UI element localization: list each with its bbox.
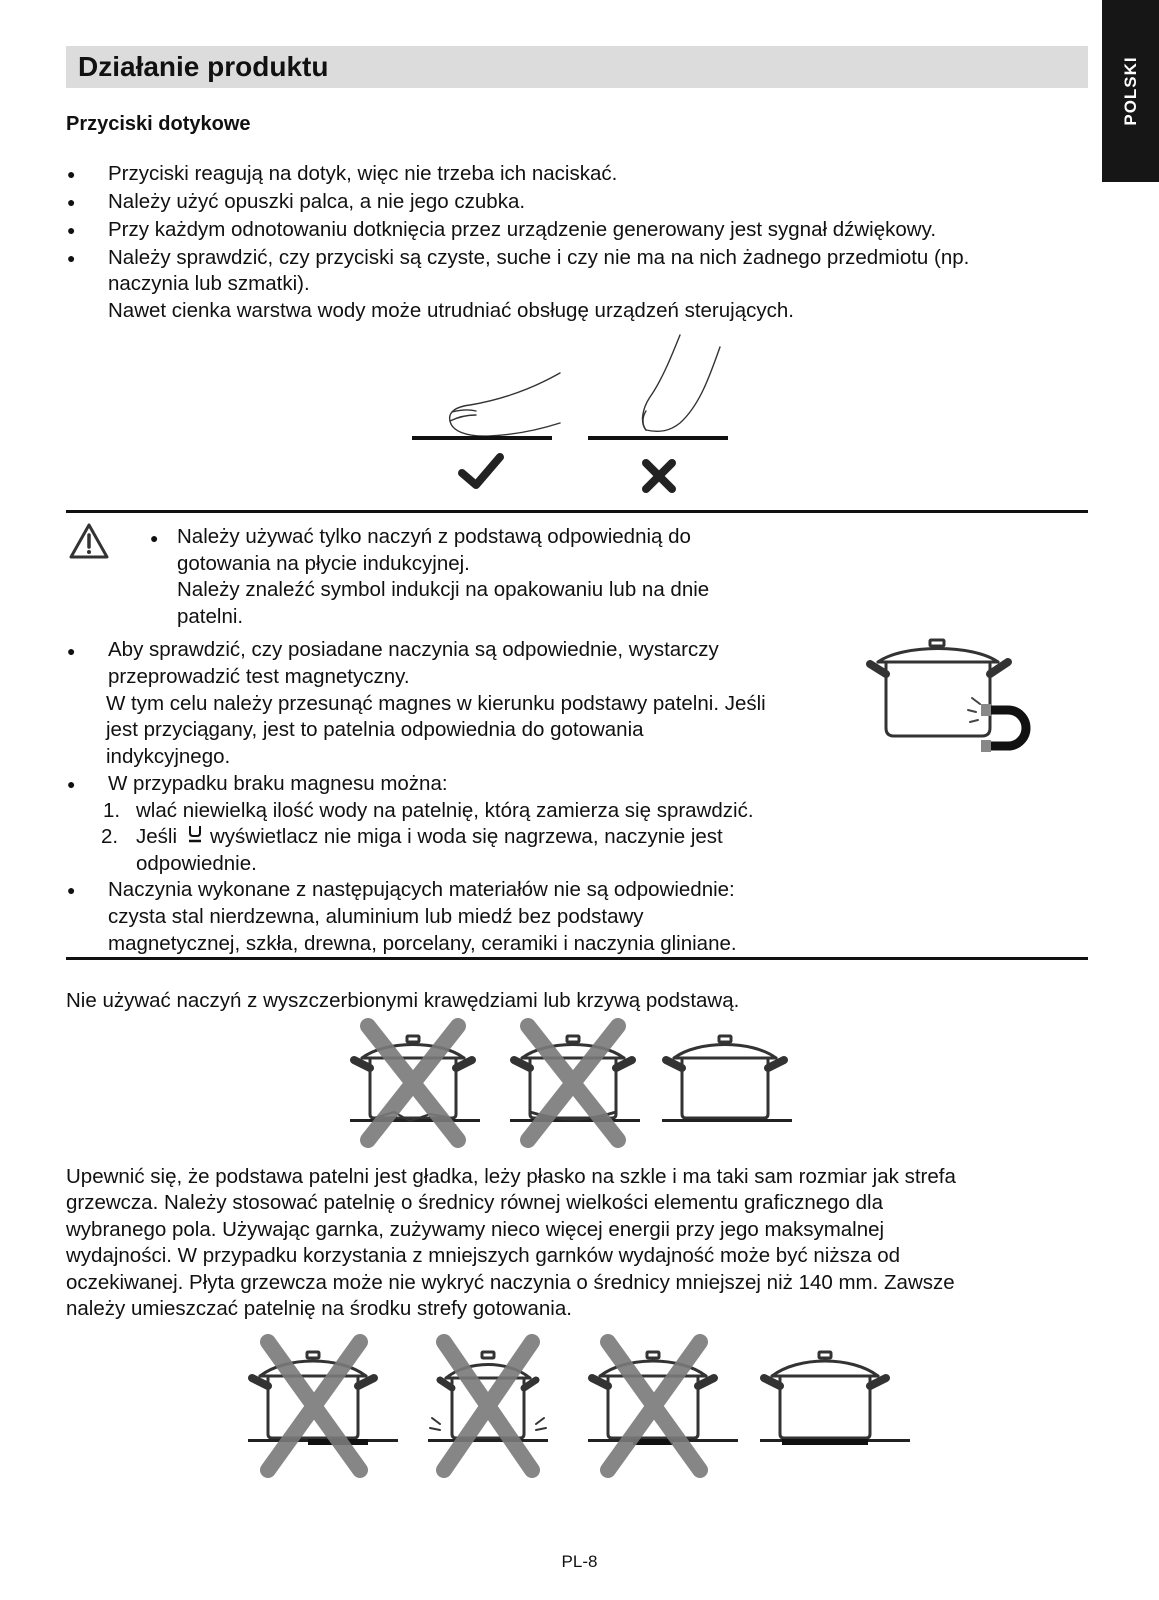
list-item-continuation: Nawet cienka warstwa wody może utrudniać obsługę urządzeń sterujących. bbox=[108, 299, 794, 322]
warning-line: gotowania na płycie indukcyjnej. bbox=[177, 552, 470, 575]
paragraph-line: Upewnić się, że podstawa patelni jest gładka, leży płasko na szkle i ma taki sam rozmiar jak strefa bbox=[66, 1165, 956, 1188]
paragraph-line: wydajności. W przypadku korzystania z mniejszych garnków wydajność może być niższa od bbox=[66, 1244, 901, 1267]
bullet-dot: ● bbox=[67, 882, 76, 898]
language-tab bbox=[1102, 0, 1159, 182]
list-item-continuation: magnetycznej, szkła, drewna, porcelany, ceramiki i naczynia gliniane. bbox=[108, 932, 737, 955]
magnet-icon bbox=[981, 704, 1026, 752]
step-number: 2. bbox=[101, 825, 119, 848]
list-item-continuation: jest przyciągany, jest to patelnia odpowiednia do gotowania bbox=[106, 718, 644, 741]
warning-line: Należy używać tylko naczyń z podstawą odpowiednią do bbox=[177, 525, 691, 548]
list-item: W przypadku braku magnesu można: bbox=[108, 772, 448, 795]
pot-curved-base bbox=[510, 1026, 640, 1140]
section-title: Działanie produktu bbox=[78, 51, 329, 82]
pot-too-small bbox=[428, 1342, 548, 1470]
chipped-pan-note: Nie używać naczyń z wyszczerbionymi krawędziami lub krzywą podstawą. bbox=[66, 989, 740, 1012]
pan-size-illustration bbox=[248, 1338, 928, 1478]
paragraph-line: oczekiwanej. Płyta grzewcza może nie wykryć naczynia o średnicy mniejszej niż 140 mm. Zawsze bbox=[66, 1271, 955, 1294]
bullet-dot: ● bbox=[67, 250, 76, 266]
list-item-continuation: W tym celu należy przesunąć magnes w kierunku podstawy patelni. Jeśli bbox=[106, 692, 766, 715]
section-title-bar bbox=[66, 46, 1088, 88]
warning-line: patelni. bbox=[177, 605, 244, 628]
pot-flat-base bbox=[662, 1036, 792, 1122]
list-item: Przy każdym odnotowaniu dotknięcia przez urządzenie generowany jest sygnał dźwiękowy. bbox=[108, 218, 937, 241]
bullet-dot: ● bbox=[67, 776, 76, 792]
warning-icon bbox=[68, 522, 110, 560]
step-text: wyświetlacz nie miga i woda się nagrzewa, naczynie jest bbox=[210, 825, 723, 848]
divider bbox=[66, 957, 1088, 960]
touch-buttons-heading: Przyciski dotykowe bbox=[66, 113, 251, 135]
pot-off-center bbox=[248, 1342, 398, 1470]
paragraph-line: grzewcza. Należy stosować patelnię o średnicy równej wielkości elementu graficznego dla bbox=[66, 1191, 883, 1214]
bullet-dot: ● bbox=[67, 643, 76, 659]
bullet-dot: ● bbox=[67, 222, 76, 238]
paragraph-line: wybranego pola. Używając garnka, zużywamy nieco więcej energii przy jego maksymalnej bbox=[66, 1218, 885, 1241]
list-item-continuation: przeprowadzić test magnetyczny. bbox=[108, 665, 410, 688]
pot-small-zone bbox=[588, 1342, 738, 1470]
cross-icon bbox=[646, 463, 672, 489]
list-item-continuation: indykcyjnego. bbox=[106, 745, 231, 768]
language-tab-label: POLSKI bbox=[1120, 56, 1140, 126]
bullet-dot: ● bbox=[67, 166, 76, 182]
warning-line: Należy znaleźć symbol indukcji na opakowaniu lub na dnie bbox=[177, 578, 710, 601]
finger-touch-illustration bbox=[410, 335, 740, 505]
list-item: Przyciski reagują na dotyk, więc nie trzeba ich naciskać. bbox=[108, 162, 618, 185]
bullet-dot: ● bbox=[67, 194, 76, 210]
step-text: Jeśli bbox=[136, 825, 178, 848]
step-number: 1. bbox=[103, 799, 121, 822]
list-item: Naczynia wykonane z następujących materiałów nie są odpowiednie: bbox=[108, 878, 735, 901]
paragraph-line: należy umieszczać patelnię na środku strefy gotowania. bbox=[66, 1297, 572, 1320]
divider bbox=[66, 510, 1088, 513]
list-item-continuation: czysta stal nierdzewna, aluminium lub miedź bez podstawy bbox=[108, 905, 644, 928]
pot-correct bbox=[760, 1352, 910, 1445]
pot-symbol-icon bbox=[188, 824, 202, 844]
list-item: Należy użyć opuszki palca, a nie jego czubka. bbox=[108, 190, 526, 213]
list-item: Aby sprawdzić, czy posiadane naczynia są odpowiednie, wystarczy bbox=[108, 638, 719, 661]
step-text-continuation: odpowiednie. bbox=[136, 852, 257, 875]
list-item-continuation: naczynia lub szmatki). bbox=[108, 272, 310, 295]
page-number: PL-8 bbox=[561, 1552, 598, 1571]
list-item: Należy sprawdzić, czy przyciski są czyste, suche i czy nie ma na nich żadnego przedmiotu (np. bbox=[108, 246, 970, 269]
pan-shape-illustration bbox=[350, 1022, 810, 1150]
cross-icon bbox=[444, 1342, 532, 1470]
bullet-dot: ● bbox=[150, 530, 159, 546]
pot-chipped-base bbox=[350, 1026, 480, 1140]
checkmark-icon bbox=[462, 457, 500, 485]
pot-magnet-illustration bbox=[868, 638, 1048, 758]
step-text: wlać niewielką ilość wody na patelnię, którą zamierza się sprawdzić. bbox=[136, 799, 754, 822]
